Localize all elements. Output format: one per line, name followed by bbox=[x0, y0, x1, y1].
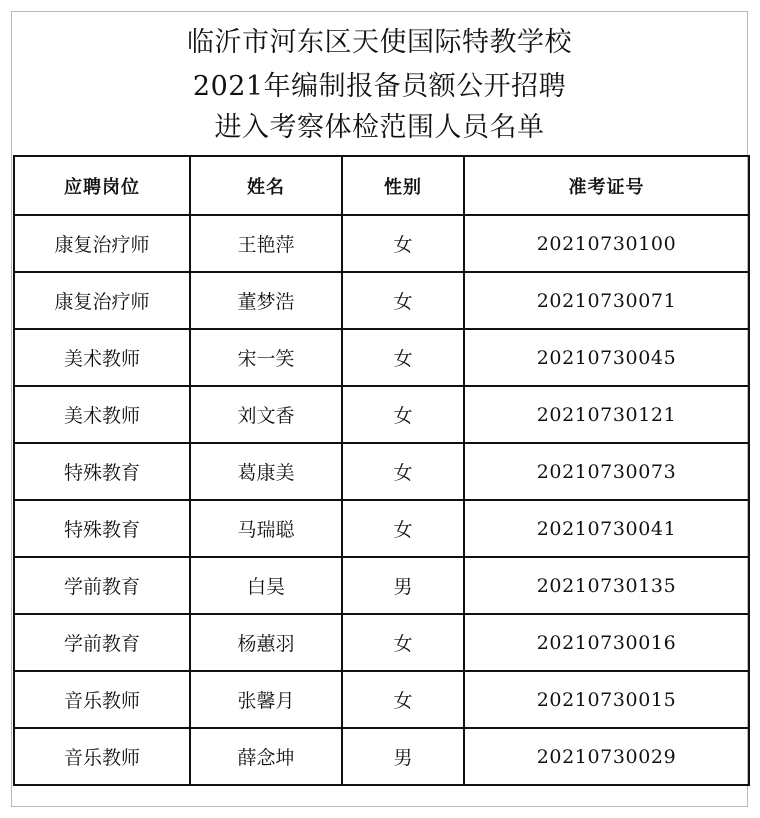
cell-position: 特殊教育 bbox=[14, 443, 190, 500]
cell-name: 杨蕙羽 bbox=[190, 614, 342, 671]
cell-gender: 女 bbox=[342, 614, 464, 671]
cell-position: 康复治疗师 bbox=[14, 272, 190, 329]
table-row bbox=[14, 614, 749, 671]
cell-gender: 男 bbox=[342, 728, 464, 785]
table-header-row bbox=[14, 156, 749, 215]
table-row bbox=[14, 443, 749, 500]
cell-name: 马瑞聪 bbox=[190, 500, 342, 557]
cell-exam-number: 20210730135 bbox=[464, 557, 749, 614]
header-position: 应聘岗位 bbox=[14, 156, 190, 215]
cell-position: 美术教师 bbox=[14, 386, 190, 443]
document-sheet bbox=[11, 11, 748, 807]
table-row bbox=[14, 215, 749, 272]
cell-gender: 女 bbox=[342, 272, 464, 329]
header-name: 姓名 bbox=[190, 156, 342, 215]
table-row bbox=[14, 500, 749, 557]
cell-name: 张馨月 bbox=[190, 671, 342, 728]
header-gender: 性别 bbox=[342, 156, 464, 215]
cell-position: 康复治疗师 bbox=[14, 215, 190, 272]
cell-exam-number: 20210730015 bbox=[464, 671, 749, 728]
cell-name: 董梦浩 bbox=[190, 272, 342, 329]
title-line-3: 进入考察体检范围人员名单 bbox=[214, 112, 545, 143]
header-exam-number: 准考证号 bbox=[464, 156, 749, 215]
cell-exam-number: 20210730041 bbox=[464, 500, 749, 557]
cell-name: 白昊 bbox=[190, 557, 342, 614]
cell-position: 学前教育 bbox=[14, 614, 190, 671]
table-row bbox=[14, 329, 749, 386]
candidate-table bbox=[13, 155, 750, 786]
cell-exam-number: 20210730121 bbox=[464, 386, 749, 443]
cell-position: 音乐教师 bbox=[14, 671, 190, 728]
table-row bbox=[14, 557, 749, 614]
title-line-1: 临沂市河东区天使国际特教学校 bbox=[187, 27, 572, 58]
cell-name: 刘文香 bbox=[190, 386, 342, 443]
cell-gender: 女 bbox=[342, 671, 464, 728]
cell-gender: 女 bbox=[342, 500, 464, 557]
cell-name: 王艳萍 bbox=[190, 215, 342, 272]
table-row bbox=[14, 728, 749, 785]
cell-exam-number: 20210730029 bbox=[464, 728, 749, 785]
cell-gender: 女 bbox=[342, 329, 464, 386]
table-row bbox=[14, 671, 749, 728]
cell-name: 宋一笑 bbox=[190, 329, 342, 386]
cell-position: 美术教师 bbox=[14, 329, 190, 386]
table-row bbox=[14, 386, 749, 443]
cell-exam-number: 20210730100 bbox=[464, 215, 749, 272]
cell-position: 学前教育 bbox=[14, 557, 190, 614]
cell-gender: 女 bbox=[342, 386, 464, 443]
cell-position: 特殊教育 bbox=[14, 500, 190, 557]
cell-exam-number: 20210730073 bbox=[464, 443, 749, 500]
cell-name: 薛念坤 bbox=[190, 728, 342, 785]
cell-exam-number: 20210730071 bbox=[464, 272, 749, 329]
table-row bbox=[14, 272, 749, 329]
document-title bbox=[12, 12, 747, 156]
cell-gender: 男 bbox=[342, 557, 464, 614]
cell-position: 音乐教师 bbox=[14, 728, 190, 785]
cell-gender: 女 bbox=[342, 443, 464, 500]
cell-gender: 女 bbox=[342, 215, 464, 272]
title-line-2: 2021年编制报备员额公开招聘 bbox=[192, 71, 567, 102]
cell-exam-number: 20210730045 bbox=[464, 329, 749, 386]
cell-name: 葛康美 bbox=[190, 443, 342, 500]
cell-exam-number: 20210730016 bbox=[464, 614, 749, 671]
